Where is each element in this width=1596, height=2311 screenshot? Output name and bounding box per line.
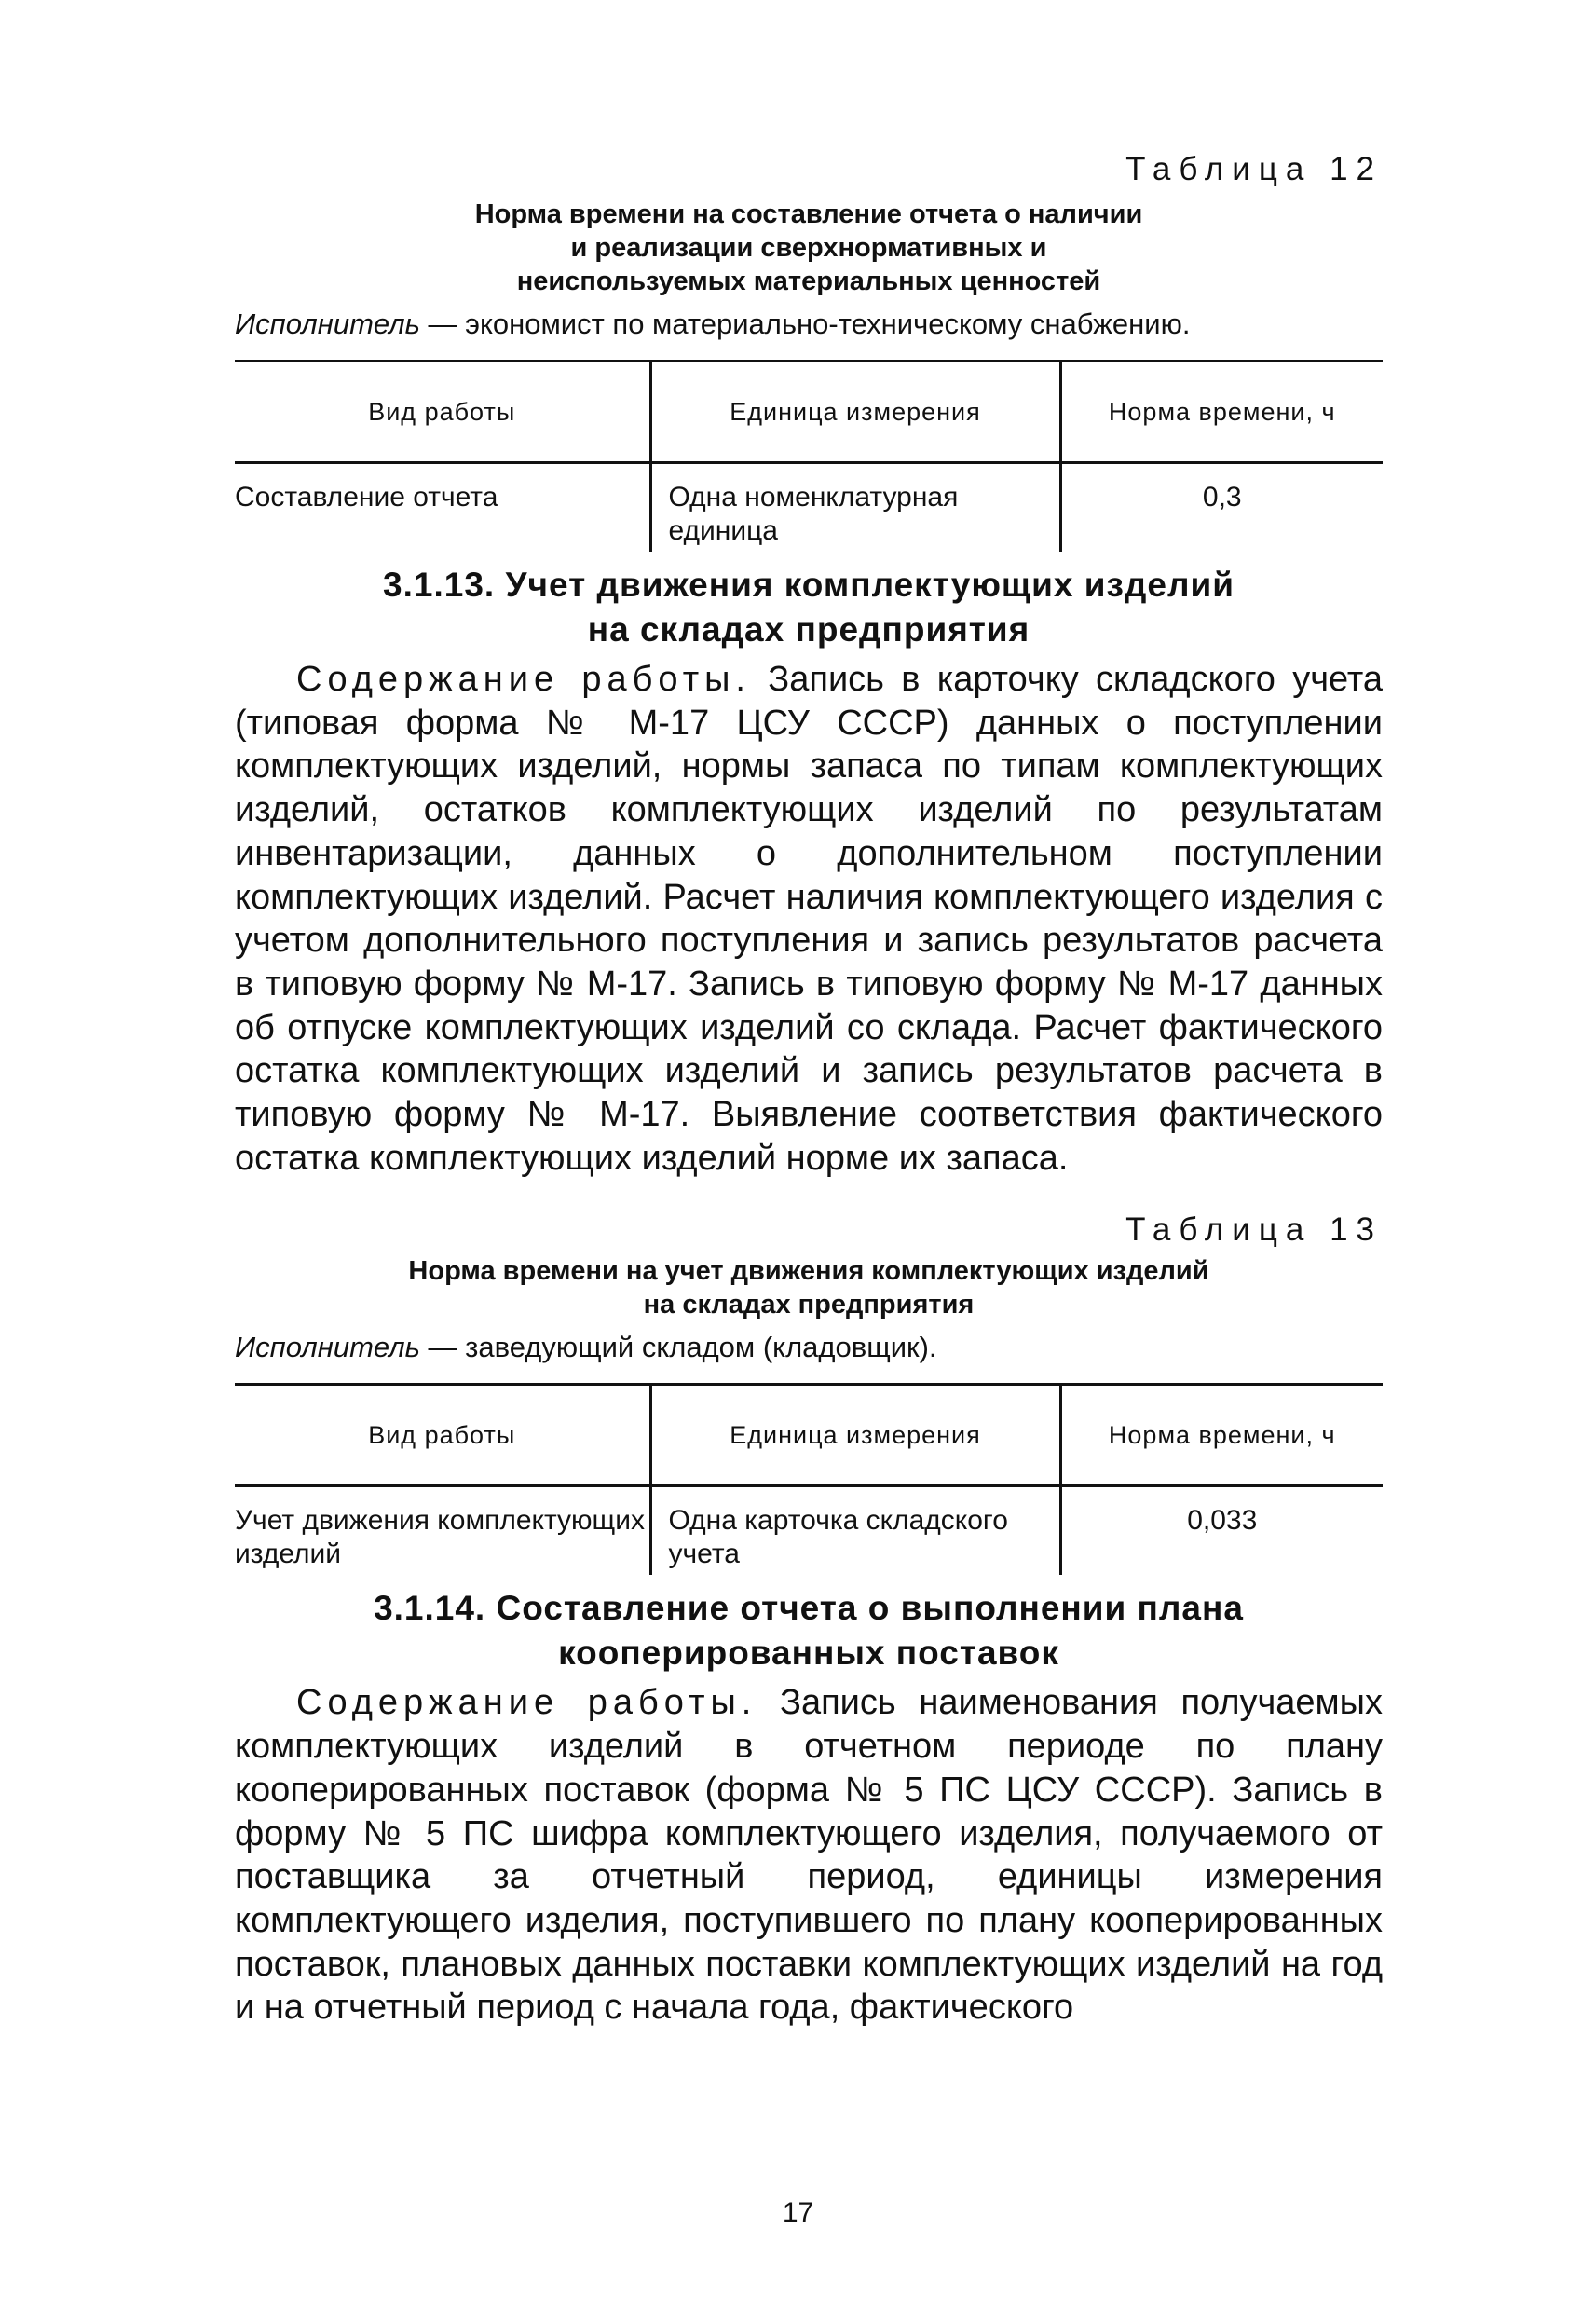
table-13-title: Норма времени на учет движения комплектующих изделий на складах предприятия: [408, 1256, 1209, 1320]
page-content: [235, 149, 1383, 2065]
content-text: Запись в карточку складского учета (типовая форма № М-17 ЦСУ СССР) данных о поступлении комплектующих изделий, нормы запаса по типам комплектующих изделий, остатков комплектующих изделий по результатам инвентаризации, данных о дополнительном поступлении комплектующих изделий. Расчет наличия комплектующего изделия с учетом дополнительного поступления и запись результатов расчета в типовую форму № М-17. Запись в типовую форму № М-17 данных об отпуске комплектующих изделий со склада. Расчет фактического остатка комплектующих изделий и запись результатов расчета в типовую форму № М-17. Выявление соответствия фактического остатка комплектующих изделий норме их запаса.: [235, 660, 1383, 1178]
content-text: Запись наименования получаемых комплектующих изделий в отчетном периоде по плану кооперированных поставок (форма № 5 ПС ЦСУ СССР). Запись в форму № 5 ПС шифра комплектующего изделия, получаемого от поставщика за отчетный период, единицы измерения комплектующего изделия, поступившего по плану кооперированных поставок, плановых данных поставки комплектующих изделий на год и на отчетный период с начала года, фактического: [235, 1683, 1383, 2028]
content-lead: Содержание работы.: [296, 1683, 757, 1723]
executor-label: Исполнитель: [235, 1331, 420, 1364]
section-3-1-13-title: 3.1.13. Учет движения комплектующих изделий на складах предприятия: [383, 566, 1235, 649]
table-row: [235, 463, 1383, 553]
table-12-label: Таблица 12: [1125, 151, 1383, 187]
table-header-row: [235, 362, 1383, 463]
page-number: 17: [782, 2197, 814, 2228]
table-12-executor: [235, 306, 1383, 343]
cell-norm-value: 0,033: [1060, 1486, 1383, 1576]
table-12: [235, 360, 1383, 552]
column-header-work: Вид работы: [235, 362, 650, 463]
table-12-title: Норма времени на составление отчета о наличии и реализации сверхнормативных и неиспользуемых материальных ценностей: [474, 199, 1143, 296]
table-header-row: [235, 1385, 1383, 1486]
cell-unit: Одна карточка складского учета: [650, 1486, 1060, 1576]
cell-work: Составление отчета: [235, 482, 498, 513]
table-row: [235, 1486, 1383, 1576]
cell-work: Учет движения комплектующих изделий: [235, 1505, 645, 1570]
content-lead: Содержание работы.: [296, 660, 751, 699]
section-3-1-14-title: 3.1.14. Составление отчета о выполнении плана кооперированных поставок: [374, 1589, 1244, 1673]
executor-text: — заведующий складом (кладовщик).: [419, 1331, 937, 1364]
executor-label: Исполнитель: [235, 308, 420, 340]
cell-norm-value: 0,3: [1060, 463, 1383, 553]
column-header-norm: Норма времени, ч: [1060, 362, 1383, 463]
section-3-1-14-text: [235, 1681, 1383, 2030]
section-3-1-13-text: [235, 658, 1383, 1180]
executor-text: — экономист по материально-техническому снабжению.: [419, 308, 1191, 340]
cell-unit: Одна номенклатурная единица: [650, 463, 1060, 553]
column-header-unit: Единица измерения: [650, 1385, 1060, 1486]
table-13: [235, 1383, 1383, 1575]
table-13-label: Таблица 13: [1125, 1211, 1383, 1249]
column-header-norm: Норма времени, ч: [1060, 1385, 1383, 1486]
column-header-work: Вид работы: [235, 1385, 650, 1486]
table-13-executor: [235, 1329, 1383, 1366]
column-header-unit: Единица измерения: [650, 362, 1060, 463]
